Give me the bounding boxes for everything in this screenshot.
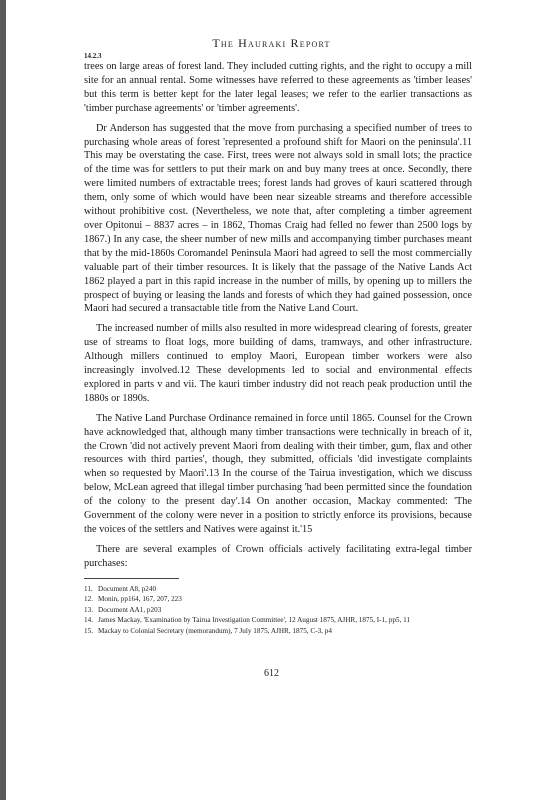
footnote-number: 11. <box>84 585 93 593</box>
footnote-number: 12. <box>84 595 93 604</box>
footnote-number: 13. <box>84 605 93 614</box>
footnote-text: Document AA1, p203 <box>98 605 162 614</box>
page-number: 612 <box>264 668 279 679</box>
footnotes <box>84 584 484 636</box>
footnote-item <box>84 626 484 636</box>
footnote-item <box>84 594 484 604</box>
paragraph-1: trees on large areas of forest land. They included cutting rights, and the right to occupy a mill site for an annual rental. Some witnesses have referred to these agreements as 'timber leases' but this term is better kept for the later legal leases; we refer to the earlier transactions as 'timber purchase agreements' or 'timber agreements'. <box>84 61 472 114</box>
footnote-text: Mackay to Colonial Secretary (memorandum), 7 July 1875, AJHR, 1875, C-3, p4 <box>98 626 332 635</box>
paragraph-3: The increased number of mills also resulted in more widespread clearing of forests, greater use of streams to float logs, more building of dams, tramways, and other infrastructure. Although millers continued to employ Maori, European timber workers were also increasingly involved.12 These developments led to social and environmental effects explored in parts v and vii. The kauri timber industry did not reach peak production until the 1880s or 1890s. <box>84 323 472 404</box>
footnote-divider <box>84 578 179 579</box>
paragraph-5: There are several examples of Crown officials actively facilitating extra-legal timber purchases: <box>84 543 472 569</box>
footnote-item <box>84 584 484 594</box>
footnote-text: James Mackay, 'Examination by Tairua Investigation Committee', 12 August 1875, AJHR, 1875, I-1, pp5, 11 <box>98 616 411 625</box>
footnote-text: Monin, pp164, 167, 207, 223 <box>98 595 182 604</box>
footnote-number: 15. <box>84 626 93 635</box>
section-number: 14.2.3 <box>84 52 102 60</box>
paragraph-4: The Native Land Purchase Ordinance remained in force until 1865. Counsel for the Crown have acknowledged that, although many timber transactions were technically in breach of it, the Crown 'did not actively prevent Maori from dealing with their timber, gum, flax and other resources with third parties', though, they submitted, officials 'did investigate complaints when so requested by Maori'.13 In the course of the Tairua investigation, which we discuss below, McLean agreed that illegal timber purchasing 'had been permitted since the foundation of the colony to the present day'.14 On another occasion, Mackay commented: 'The Government of the colony were never in a position to strictly enforce its provisions, because the voices of the settlers and Natives were against it.'15 <box>84 412 472 535</box>
body-text <box>84 60 472 577</box>
running-header-title: The Hauraki Report <box>212 36 331 50</box>
paragraph-2: Dr Anderson has suggested that the move from purchasing a specified number of trees to purchasing whole areas of forest 'represented a profound shift for Maori on the peninsula'.11 This may be overstating the case. First, trees were not always sold in small lots; the practice of the time was for settlers to put their mark on and buy many trees at once. Secondly, there were limited numbers of extractable trees; forest lands had groves of kauri scattered through them, only some of which would have been near sizeable streams and therefore accessible without prohibitive cost. (Nevertheless, we note that, after completing a timber agreement over Opitonui – 8837 acres – in 1862, Thomas Craig had felled no fewer than 2500 logs by 1867.) In any case, the sheer number of new mills and accompanying timber purchases meant that by the mid-1860s Coromandel Peninsula Maori had agreed to sell the most commercially valuable part of their timber resources. It is likely that the passage of the Native Lands Act 1862 played a part in this rapid increase in the number of mills, by opening up to millers the prospect of buying or leasing the lands and forests of which they had gained possession, once Maori had secured a transactable title from the Native Land Court. <box>84 122 472 315</box>
document-page <box>6 0 537 800</box>
footnote-item <box>84 605 484 615</box>
footnote-text: Document A8, p240 <box>98 585 157 593</box>
footnote-number: 14. <box>84 616 93 625</box>
footnote-item <box>84 615 484 625</box>
